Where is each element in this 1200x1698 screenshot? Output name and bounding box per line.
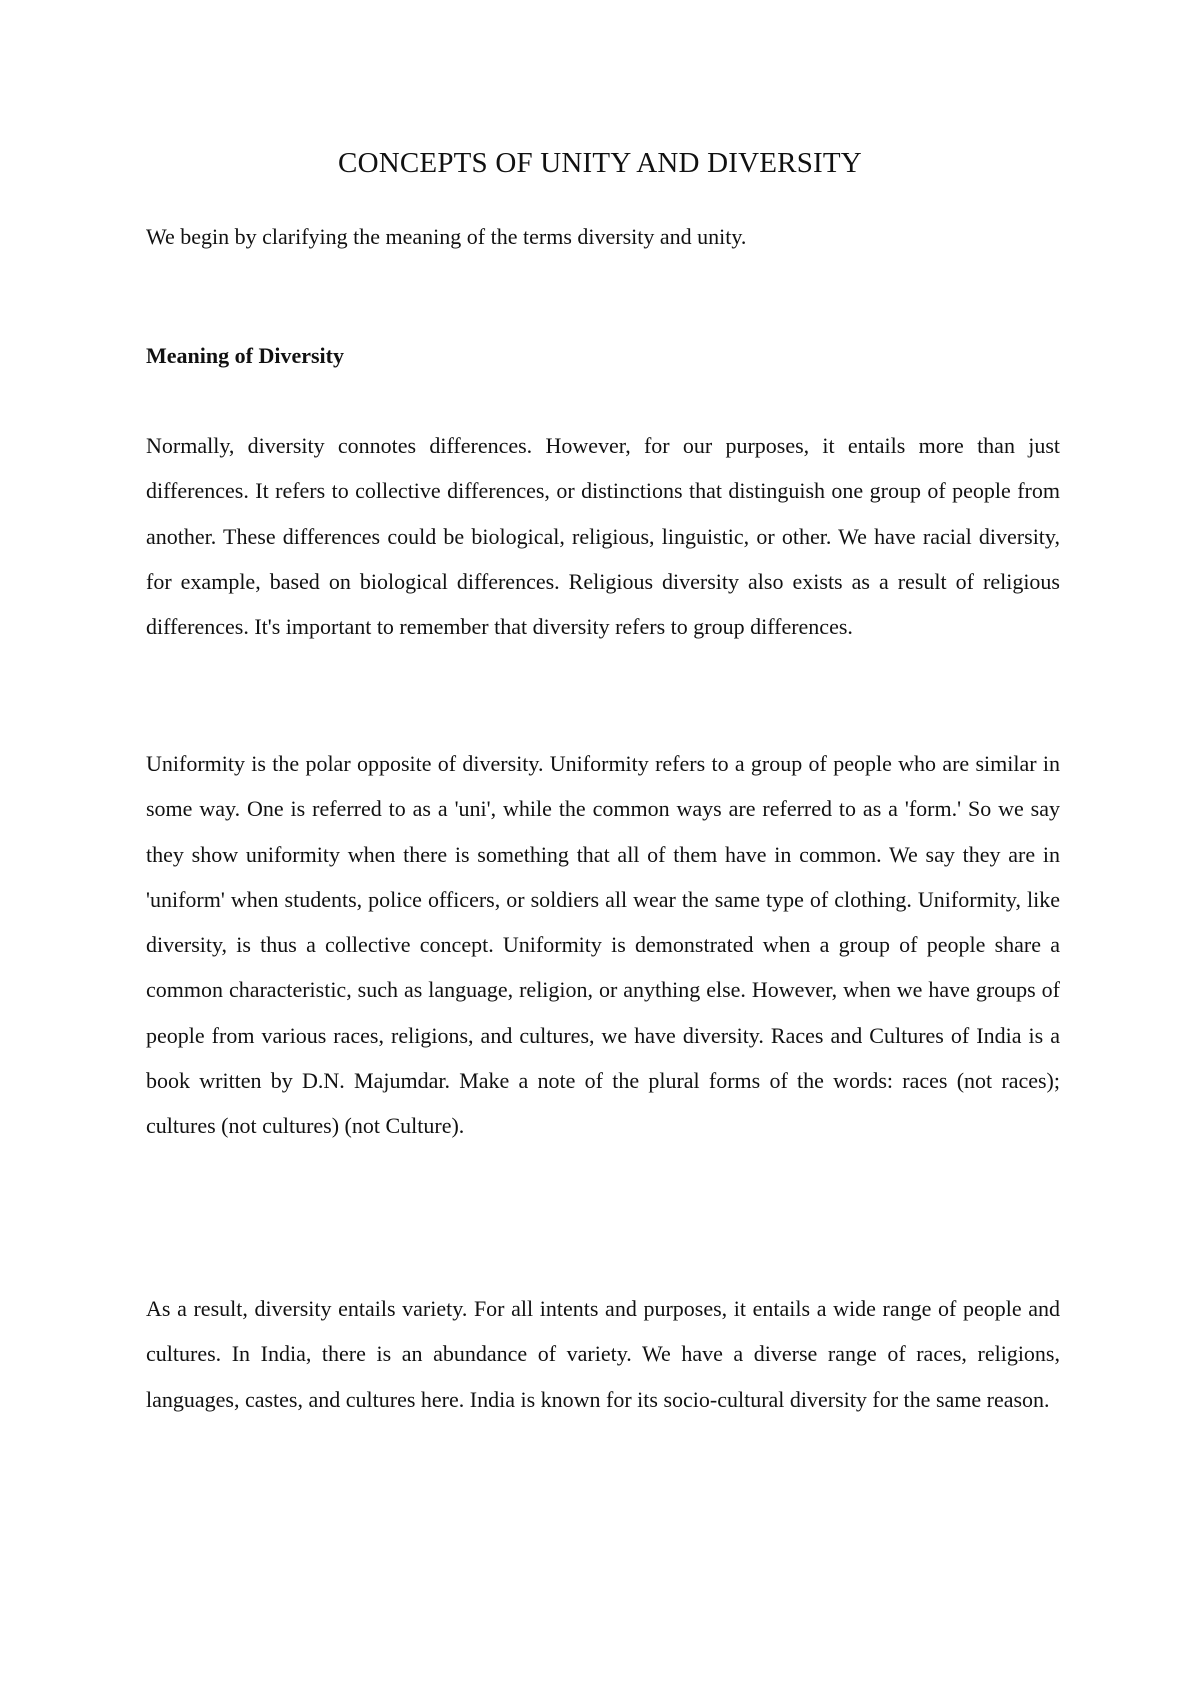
section-heading: Meaning of Diversity bbox=[146, 343, 344, 368]
paragraph-variety: As a result, diversity entails variety. For all intents and purposes, it entails a wide range of people and cultures. In India, there is an abundance of variety. We have a diverse range of races, religions, languages, castes, and cultures here. India is known for its socio-cultural diversity for the same reason. bbox=[146, 1296, 1060, 1412]
paragraph-uniformity: Uniformity is the polar opposite of diversity. Uniformity refers to a group of people who are similar in some way. One is referred to as a 'uni', while the common ways are referred to as a 'form.' So we say they show uniformity when there is something that all of them have in common. We say they are in 'uniform' when students, police officers, or soldiers all wear the same type of clothing. Uniformity, like diversity, is thus a collective concept. Uniformity is demonstrated when a group of people share a common characteristic, such as language, religion, or anything else. However, when we have groups of people from various races, religions, and cultures, we have diversity. Races and Cultures of India is a book written by D.N. Majumdar. Make a note of the plural forms of the words: races (not races); cultures (not cultures) (not Culture). bbox=[146, 751, 1060, 1139]
paragraph-diversity-meaning: Normally, diversity connotes differences. However, for our purposes, it entails more than just differences. It refers to collective differences, or distinctions that distinguish one group of people from another. These differences could be biological, religious, linguistic, or other. We have racial diversity, for example, based on biological differences. Religious diversity also exists as a result of religious differences. It's important to remember that diversity refers to group differences. bbox=[146, 433, 1060, 640]
intro-sentence: We begin by clarifying the meaning of the terms diversity and unity. bbox=[146, 224, 747, 249]
document-title: CONCEPTS OF UNITY AND DIVERSITY bbox=[338, 147, 862, 179]
